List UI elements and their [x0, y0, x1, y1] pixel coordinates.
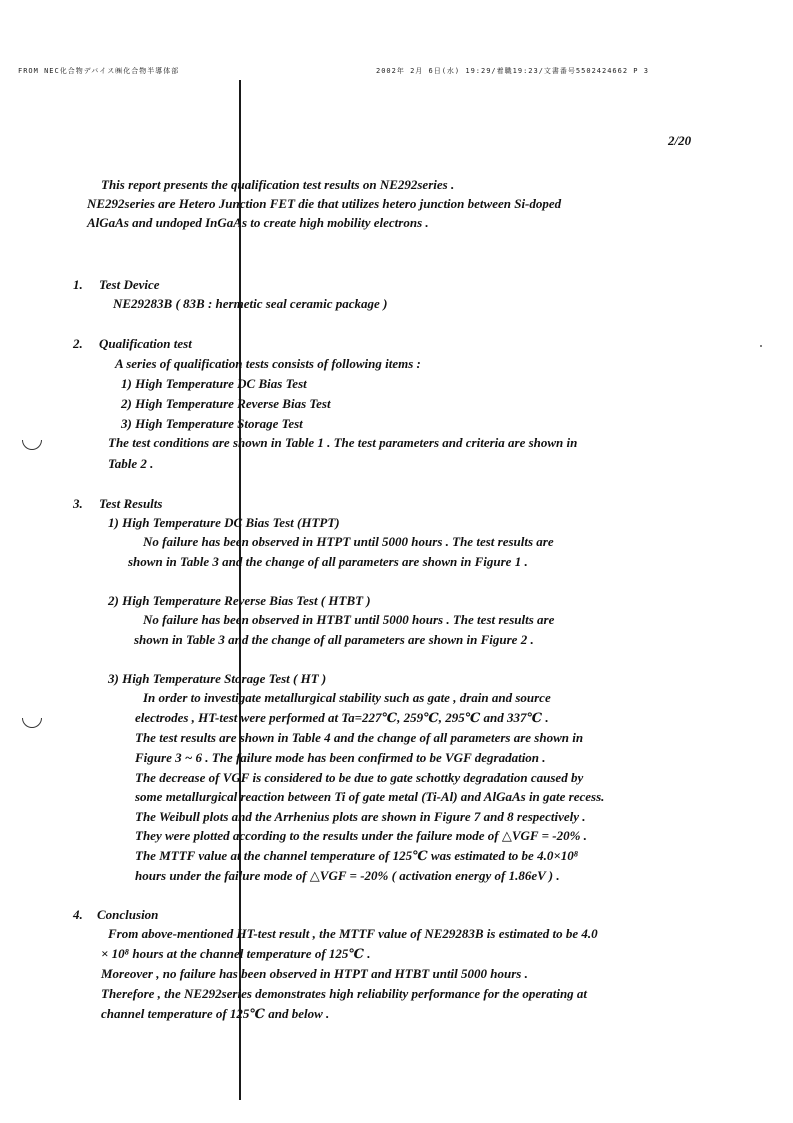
qualification-item-2: 2) High Temperature Reverse Bias Test: [121, 396, 331, 411]
section-4-title: Conclusion: [97, 907, 159, 922]
section-2-number: 2.: [73, 336, 83, 351]
result-3-line: In order to investigate metallurgical stability such as gate , drain and source: [143, 690, 551, 705]
section-1-number: 1.: [73, 277, 83, 292]
result-1-line-2: shown in Table 3 and the change of all parameters are shown in Figure 1 .: [128, 554, 528, 569]
fax-header: [18, 66, 768, 78]
intro-line-1: This report presents the qualification test results on NE292series .: [101, 177, 455, 192]
qualification-item-1: 1) High Temperature DC Bias Test: [121, 376, 307, 391]
result-2-heading: 2) High Temperature Reverse Bias Test ( HTBT ): [108, 593, 371, 608]
section-3-number: 3.: [73, 496, 83, 511]
test-device-name: NE29283B ( 83B : hermetic seal ceramic package ): [113, 296, 388, 311]
test-conditions-line-2: Table 2 .: [108, 456, 154, 471]
result-1-line-1: No failure has been observed in HTPT until 5000 hours . The test results are: [143, 534, 554, 549]
result-3-line: The test results are shown in Table 4 and the change of all parameters are shown in: [135, 730, 584, 745]
result-2-line-2: shown in Table 3 and the change of all parameters are shown in Figure 2 .: [134, 632, 534, 647]
result-3-heading: 3) High Temperature Storage Test ( HT ): [108, 671, 327, 686]
conclusion-line: From above-mentioned HT-test result , the MTTF value of NE29283B is estimated to be 4.0: [108, 926, 598, 941]
result-3-line: The decrease of VGF is considered to be due to gate schottky degradation caused by: [135, 770, 584, 785]
qualification-item-3: 3) High Temperature Storage Test: [121, 416, 303, 431]
intro-line-2: NE292series are Hetero Junction FET die that utilizes hetero junction between Si-doped: [87, 196, 562, 211]
conclusion-line: Therefore , the NE292series demonstrates high reliability performance for the operating at: [101, 986, 588, 1001]
conclusion-line: Moreover , no failure has been observed in HTPT and HTBT until 5000 hours .: [101, 966, 528, 981]
result-3-line: The MTTF value at the channel temperature of 125℃ was estimated to be 4.0×10⁸: [135, 848, 579, 863]
intro-line-3: AlGaAs and undoped InGaAs to create high mobility electrons .: [87, 215, 429, 230]
fax-header-sender: FROM NEC化合物デバイス㈱化合物半導体部: [18, 67, 180, 75]
result-3-line: The Weibull plots and the Arrhenius plots are shown in Figure 7 and 8 respectively .: [135, 809, 586, 824]
scan-speck: [760, 345, 762, 347]
result-3-line: electrodes , HT-test were performed at Ta=227℃, 259℃, 295℃ and 337℃ .: [135, 710, 549, 725]
result-3-line: hours under the failure mode of △VGF = -20% ( activation energy of 1.86eV ) .: [135, 868, 560, 883]
result-3-line: They were plotted according to the results under the failure mode of △VGF = -20% .: [135, 828, 587, 843]
conclusion-line: × 10⁸ hours at the channel temperature of 125℃ .: [101, 946, 371, 961]
page-number: 2/20: [668, 133, 692, 148]
section-2-title: Qualification test: [99, 336, 192, 351]
section-1-title: Test Device: [99, 277, 160, 292]
result-2-line-1: No failure has been observed in HTBT until 5000 hours . The test results are: [143, 612, 555, 627]
result-1-heading: 1) High Temperature DC Bias Test (HTPT): [108, 515, 340, 530]
result-3-line: some metallurgical reaction between Ti of gate metal (Ti-Al) and AlGaAs in gate recess.: [135, 789, 605, 804]
punch-hole-mark: [22, 440, 42, 450]
conclusion-line: channel temperature of 125℃ and below .: [101, 1006, 330, 1021]
result-3-line: Figure 3 ~ 6 . The failure mode has been confirmed to be VGF degradation .: [135, 750, 546, 765]
qualification-lead: A series of qualification tests consists of following items :: [115, 356, 421, 371]
punch-hole-mark: [22, 718, 42, 728]
section-3-title: Test Results: [99, 496, 163, 511]
fax-header-datetime: 2002年 2月 6日(水) 19:29/着職19:23/文書番号5502424662 P 3: [376, 67, 649, 75]
test-conditions-line-1: The test conditions are shown in Table 1 . The test parameters and criteria are shown in: [108, 435, 578, 450]
section-4-number: 4.: [73, 907, 83, 922]
